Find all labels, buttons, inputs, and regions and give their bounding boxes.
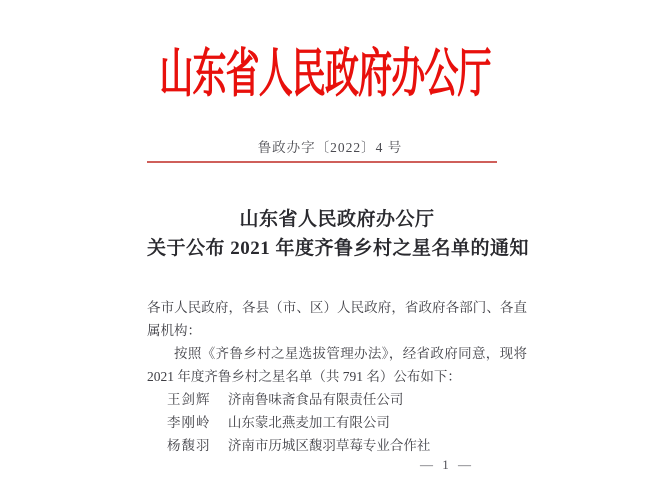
document-body xyxy=(147,205,530,457)
page-number: — 1 — xyxy=(420,457,474,472)
awardee-name: 杨馥羽 xyxy=(167,438,211,453)
awardee-row xyxy=(147,411,527,434)
awardee-row xyxy=(147,388,527,411)
awardee-row xyxy=(147,434,527,457)
awardee-organization: 济南鲁味斋食品有限责任公司 xyxy=(227,392,404,407)
intro-paragraph: 按照《齐鲁乡村之星选拔管理办法》，经省政府同意，现将 2021 年度齐鲁乡村之星名单（共 791 名）公布如下： xyxy=(147,346,527,384)
awardee-organization: 济南市历城区馥羽草莓专业合作社 xyxy=(227,438,431,453)
awardee-name: 李刚岭 xyxy=(167,415,211,430)
letterhead-title: 山东省人民政府办公厅 xyxy=(159,45,491,104)
notice-title-line1: 山东省人民政府办公厅 xyxy=(239,209,435,230)
awardee-organization: 山东蒙北燕麦加工有限公司 xyxy=(227,415,390,430)
awardee-name: 王剑辉 xyxy=(167,392,211,407)
red-divider-line xyxy=(147,161,497,163)
salutation-paragraph: 各市人民政府，各县（市、区）人民政府，省政府各部门、各直属机构： xyxy=(147,300,527,338)
notice-title xyxy=(147,205,530,263)
letterhead xyxy=(0,30,650,104)
document-number: 鲁政办字〔2022〕4 号 xyxy=(257,140,403,155)
notice-title-line2: 关于公布 2021 年度齐鲁乡村之星名单的通知 xyxy=(147,238,530,259)
